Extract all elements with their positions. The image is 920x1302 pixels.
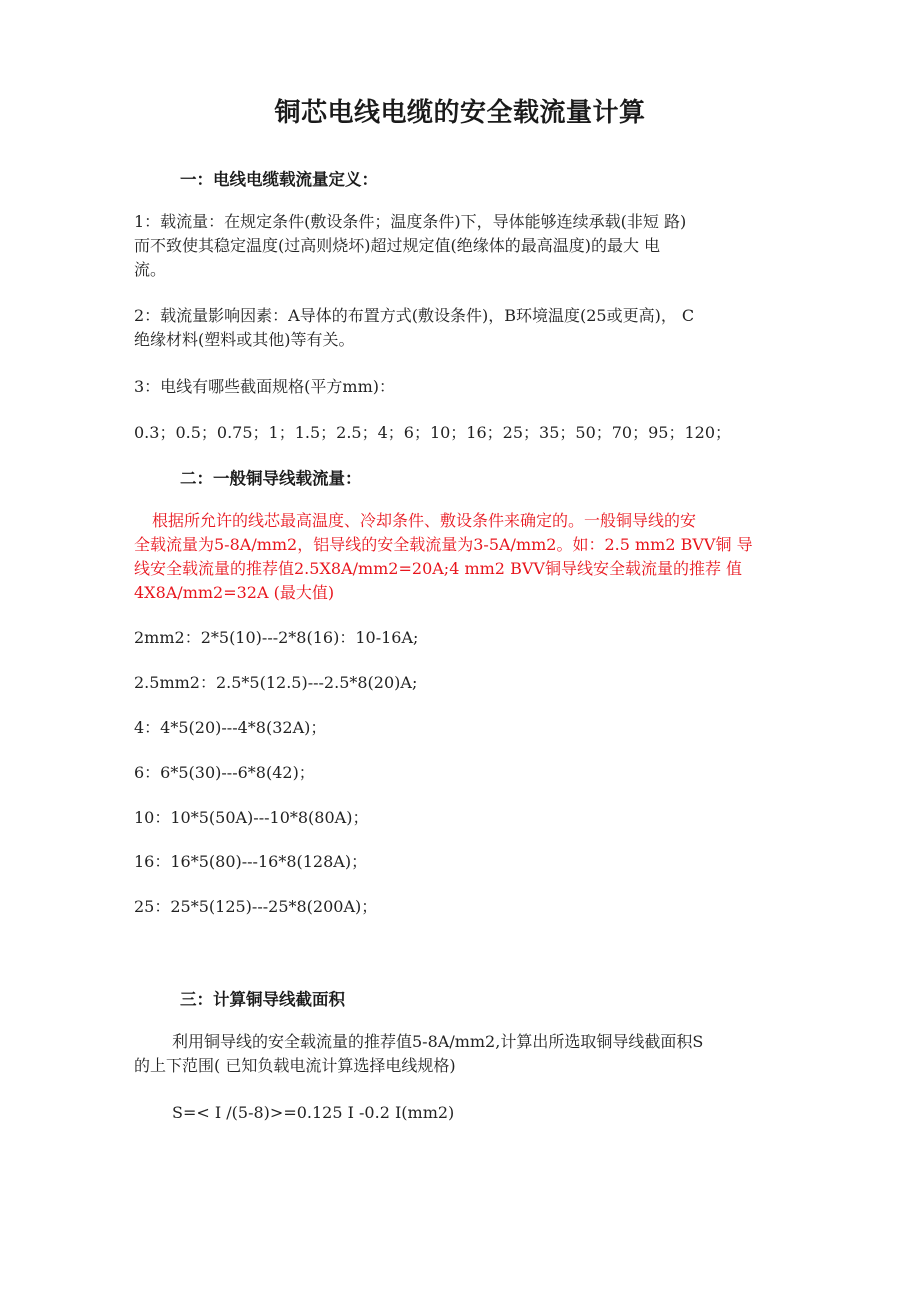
row-2mm2: 2mm2：2*5(10)---2*8(16)：10-16A; [134,628,419,647]
red-para-line-1: 根据所允许的线芯最高温度、冷却条件、敷设条件来确定的。一般铜导线的安 [152,511,697,530]
document-title: 铜芯电线电缆的安全载流量计算 [274,98,646,128]
row-16: 16：16*5(80)---16*8(128A)； [134,852,368,871]
para-s3-line-2: 的上下范围( 已知负载电流计算选择电线规格) [134,1056,456,1075]
para-2-line-2: 绝缘材料(塑料或其他)等有关。 [134,330,355,349]
row-25: 25：25*5(125)---25*8(200A)； [134,897,378,916]
para-1-line-2: 而不致使其稳定温度(过高则烧坏)超过规定值(绝缘体的最高温度)的最大 电 [134,236,661,255]
section-3-heading: 三：计算铜导线截面积 [180,990,345,1009]
red-para-line-3: 线安全载流量的推荐值2.5X8A/mm2=20A;4 mm2 BVV铜导线安全载流量的推荐 值 [134,559,743,578]
formula: S=< I /(5-8)>=0.125 I -0.2 I(mm2) [172,1103,455,1122]
section-1-heading: 一：电线电缆载流量定义： [180,170,378,189]
para-s3-line-1: 利用铜导线的安全载流量的推荐值5-8A/mm2,计算出所选取铜导线截面积S [172,1032,704,1051]
red-para-line-2: 全载流量为5-8A/mm2，铝导线的安全载流量为3-5A/mm2。如：2.5 mm2 BVV铜 导 [134,535,753,554]
row-6: 6：6*5(30)---6*8(42)； [134,763,315,782]
row-10: 10：10*5(50A)---10*8(80A)； [134,808,369,827]
para-2-line-1: 2：载流量影响因素：A导体的布置方式(敷设条件)，B环境温度(25或更高)， C [134,306,695,325]
red-para-line-4: 4X8A/mm2=32A (最大值) [134,583,335,602]
row-4: 4：4*5(20)---4*8(32A)； [134,718,327,737]
para-3: 3：电线有哪些截面规格(平方mm)： [134,377,396,396]
section-2-heading: 二：一般铜导线载流量： [180,469,362,488]
size-list: 0.3；0.5；0.75；1；1.5；2.5；4；6；10；16；25；35；50；70；95；120； [134,423,732,442]
row-2-5mm2: 2.5mm2：2.5*5(12.5)---2.5*8(20)A; [134,673,418,692]
para-1-line-3: 流。 [134,260,167,279]
para-1-line-1: 1：载流量：在规定条件(敷设条件；温度条件)下，导体能够连续承载(非短 路) [134,212,687,231]
